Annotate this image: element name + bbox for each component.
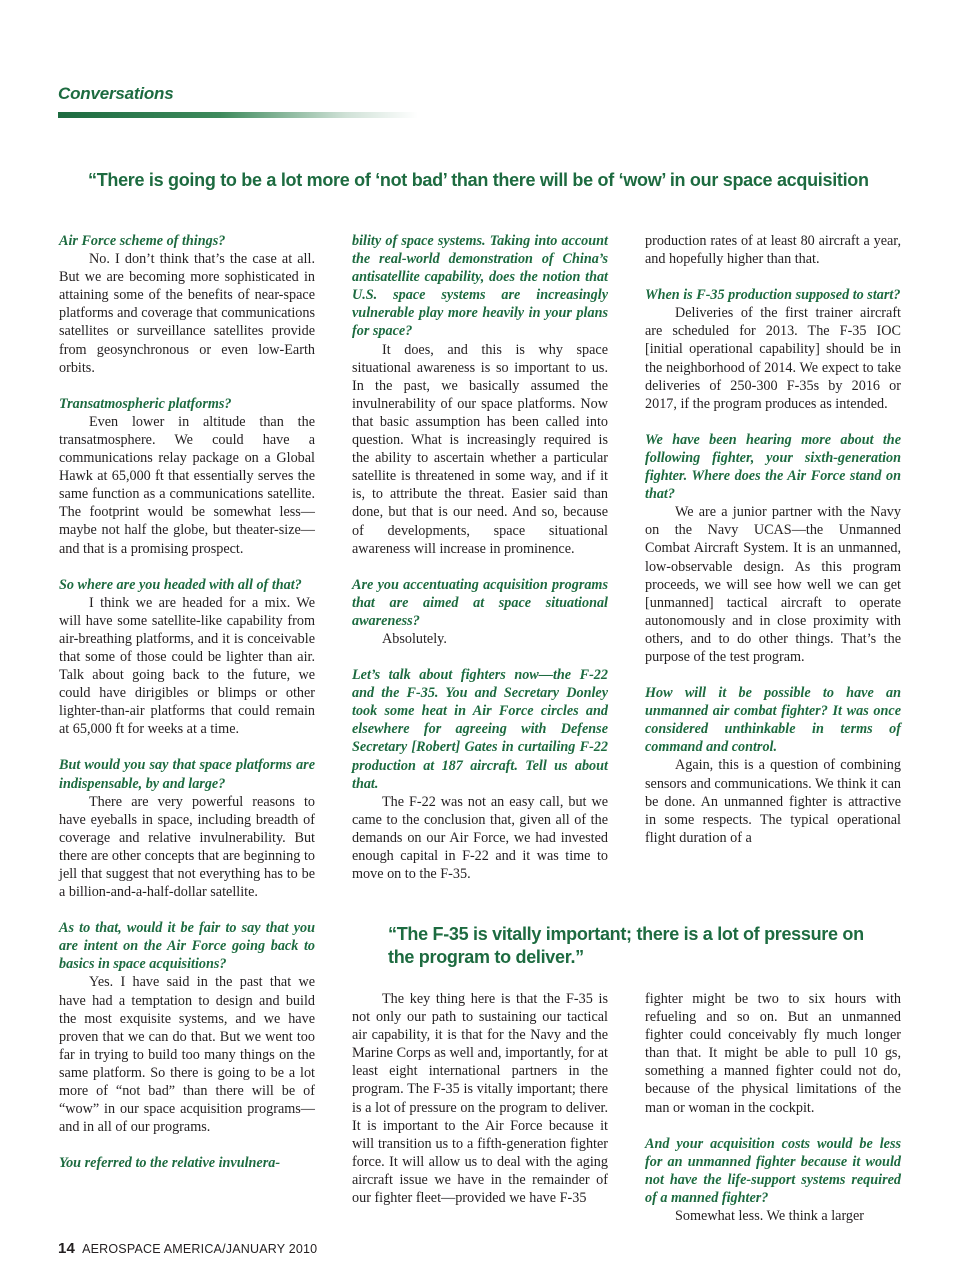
interview-answer: fighter might be two to six hours with refueling and so on. But an unmanned fighter could conceivably fly much longer than that. It might be able to pull 10 gs, something a manned fighter could not do, because of the physical limitations of the man or woman in the cockpit. [645, 991, 901, 1116]
column-3-upper [645, 232, 901, 847]
interview-answer: The F-22 was not an easy call, but we came to the conclusion that, given all of the demands on our Air Force, we had invested enough capital in F-22 and it was time to move on to the F-35. [352, 793, 608, 883]
section-label: Conversations [58, 84, 174, 103]
column-2-lower [352, 990, 608, 1207]
interview-answer: We are a junior partner with the Navy on the Navy UCAS—the Unmanned Combat Aircraft System. It is an unmanned, low-observable design. As this program proceeds, we will see how well we can get [unmanned] tactical aircraft to operate autonomously and in close proximity with others, and to do other things. That’s the purpose of the test program. [645, 504, 901, 665]
section-rule [58, 112, 418, 118]
interview-question: bility of space systems. Taking into account the real-world demonstration of China’s antisatellite capability, does the notion that U.S. space systems are increasingly vulnerable play more heavily in your plans for space? [352, 233, 608, 340]
interview-answer: I think we are headed for a mix. We will have some satellite-like capability from air-breathing platforms, and it is conceivable that some of those could be lighter than air. Talk about going back to the future, we could have dirigibles or blimps or other lighter-than-air platforms that could remain at 65,000 ft for weeks at a time. [59, 594, 315, 738]
interview-question: Transatmospheric platforms? [59, 395, 232, 412]
interview-answer: The key thing here is that the F-35 is not only our path to sustaining our tactical air capability, it is that for the Navy and the Marine Corps as well and, importantly, for at least eight international partners in the program. The F-35 is vitally important; there is a lot of pressure on the program to deliver. It is important to the Air Force because it will transition us to a fifth-generation fighter force. It will allow us to deal with the aging aircraft issue we have in the remainder of our fighter fleet—provided we have F-35 [352, 991, 608, 1207]
interview-question: We have been hearing more about the following fighter, your sixth-generation fighter. Where does the Air Force stand on that? [645, 431, 901, 503]
interview-answer: production rates of at least 80 aircraft a year, and hopefully higher than that. [645, 233, 901, 268]
interview-answer: Somewhat less. We think a larger [675, 1208, 865, 1225]
interview-question: When is F-35 production supposed to start? [645, 287, 901, 304]
page-number: 14 [58, 1240, 76, 1257]
interview-question: You referred to the relative invulnera- [59, 1155, 281, 1172]
publication-line: AEROSPACE AMERICA/JANUARY 2010 [82, 1242, 318, 1256]
interview-question: As to that, would it be fair to say that you are intent on the Air Force going back to basics in space acquisitions? [59, 920, 315, 973]
interview-answer: Deliveries of the first trainer aircraft are scheduled for 2013. The F-35 IOC [initial operational capability] should be in the neighborhood of 2014. We expect to take deliveries of 250-300 F-35s by 2016 or 2017, if the program produces as intended. [645, 305, 901, 412]
column-1 [59, 232, 315, 1172]
interview-answer: Again, this is a question of combining sensors and communications. We think it can be done. An unmanned fighter is attractive in some respects. The typical operational flight duration of a [645, 757, 901, 846]
interview-question: So where are you headed with all of that? [59, 576, 302, 593]
interview-question: Let’s talk about fighters now—the F-22 and the F-35. You and Secretary Donley took some heat in Air Force circles and elsewhere for agreeing with Defense Secretary [Robert] Gates in curtailing F-22 production at 187 aircraft. Tell us about that. [352, 667, 608, 792]
interview-question: And your acquisition costs would be less for an unmanned fighter because it would not have the life-support systems required of a manned fighter? [645, 1135, 901, 1206]
interview-answer: Yes. I have said in the past that we have had a temptation to design and build the most exquisite systems, and we have proven that we can do that. But we went too far in trying to build too many things on the same platform. So there is going to be a lot more of “not bad” than there will be of “wow” in our space acquisition programs—and in all of our programs. [59, 974, 315, 1136]
interview-answer: Even lower in altitude than the transatmosphere. We could have a communications relay package on a Global Hawk at 65,000 ft that essentially serves the same function as a communications satellite. The footprint would be somewhat less—maybe not half the globe, but theater-size—and that is a promising prospect. [59, 413, 315, 557]
interview-question: But would you say that space platforms are indispensable, by and large? [59, 757, 315, 792]
column-3-lower [645, 990, 901, 1225]
pullquote-top: “There is going to be a lot more of ‘not bad’ than there will be of ‘wow’ in our space acquisition [88, 170, 869, 190]
interview-answer: Absolutely. [382, 630, 447, 647]
page-footer [58, 1240, 317, 1257]
interview-answer: No. I don’t think that’s the case at all. But we are becoming more sophisticated in attaining some of the benefits of near-space platforms and coverage that communications satellites or surveillance satellites provide from geosynchronous or even low-Earth orbits. [59, 251, 315, 376]
interview-answer: There are very powerful reasons to have eyeballs in space, including breadth of coverage and relative invulnerability. But there are other concepts that are beginning to jell that suggest that not everything has to be a billion-and-a-half-dollar satellite. [59, 793, 315, 901]
interview-question: How will it be possible to have an unmanned air combat fighter? It was once considered unthinkable in terms of command and control. [645, 685, 901, 756]
interview-question: Air Force scheme of things? [59, 233, 226, 249]
column-2-upper [352, 232, 608, 883]
interview-question: Are you accentuating acquisition programs that are aimed at space situational awareness? [352, 576, 608, 629]
interview-answer: It does, and this is why space situational awareness is so important to us. In the past, we basically assumed the invulnerability of our space platforms. Now that basic assumption has been called into question. What is increasingly required is the ability to ascertain whether a particular satellite is threatened in some way, and if it is, to attribute the threat. Easier said than done, but that is our need. And so, because of developments, space situational awareness will increase in prominence. [352, 341, 608, 557]
pullquote-middle: “The F-35 is vitally important; there is a lot of pressure on the program to deliver.” [388, 924, 864, 967]
